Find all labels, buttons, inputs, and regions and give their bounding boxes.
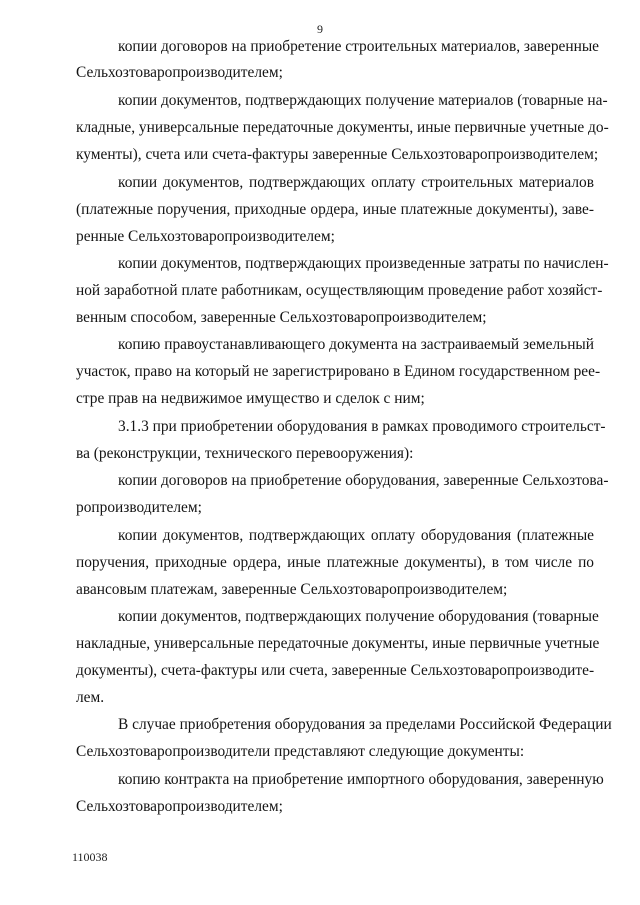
text-line: копии документов, подтверждающих оплату строительных материалов xyxy=(118,174,594,191)
text-line: Сельхозтоваропроизводителем; xyxy=(76,798,283,815)
text-line: ропроизводителем; xyxy=(76,499,202,516)
text-line: ной заработной плате работникам, осуществляющим проведение работ хозяйст- xyxy=(76,282,603,299)
text-line: участок, право на который не зарегистрировано в Едином государственном рее- xyxy=(76,363,601,380)
text-line: В случае приобретения оборудования за пределами Российской Федерации xyxy=(118,716,612,733)
text-line: копию правоустанавливающего документа на застраиваемый земельный xyxy=(118,336,595,353)
text-line: копии договоров на приобретение строительных материалов, заверенные xyxy=(118,38,600,55)
section-heading-line: ва (реконструкции, технического перевооружения): xyxy=(76,445,414,462)
page-number: 9 xyxy=(317,22,323,36)
text-line: копии документов, подтверждающих получение материалов (товарные на- xyxy=(118,92,608,109)
document-code: 110038 xyxy=(72,850,108,864)
text-line: копии документов, подтверждающих произведенные затраты по начислен- xyxy=(118,255,609,272)
text-line: копию контракта на приобретение импортного оборудования, заверенную xyxy=(118,771,604,788)
text-line: (платежные поручения, приходные ордера, иные платежные документы), заве- xyxy=(76,201,594,218)
text-line: стре прав на недвижимое имущество и сделок с ним; xyxy=(76,390,425,407)
text-line: ренные Сельхозтоваропроизводителем; xyxy=(76,228,335,245)
text-line: лем. xyxy=(76,689,105,706)
text-line: венным способом, заверенные Сельхозтоваропроизводителем; xyxy=(76,309,487,326)
text-line: кументы), счета или счета-фактуры заверенные Сельхозтоваропроизводителем; xyxy=(76,146,599,163)
text-line: кладные, универсальные передаточные документы, иные первичные учетные до- xyxy=(76,119,609,136)
text-line: Сельхозтоваропроизводители представляют следующие документы: xyxy=(76,743,525,760)
section-heading-line: 3.1.3 при приобретении оборудования в рамках проводимого строительст- xyxy=(118,418,606,435)
text-line: Сельхозтоваропроизводителем; xyxy=(76,64,283,81)
text-line: копии документов, подтверждающих оплату оборудования (платежные xyxy=(118,527,594,544)
text-line: копии договоров на приобретение оборудования, заверенные Сельхозтова- xyxy=(118,472,609,489)
text-line: авансовым платежам, заверенные Сельхозтоваропроизводителем; xyxy=(76,581,508,598)
text-line: документы), счета-фактуры или счета, заверенные Сельхозтоваропроизводите- xyxy=(76,662,595,679)
text-line: накладные, универсальные передаточные документы, иные первичные учетные xyxy=(76,635,600,652)
text-line: копии документов, подтверждающих получение оборудования (товарные xyxy=(118,608,599,625)
text-line: поручения, приходные ордера, иные платежные документы), в том числе по xyxy=(76,554,594,571)
